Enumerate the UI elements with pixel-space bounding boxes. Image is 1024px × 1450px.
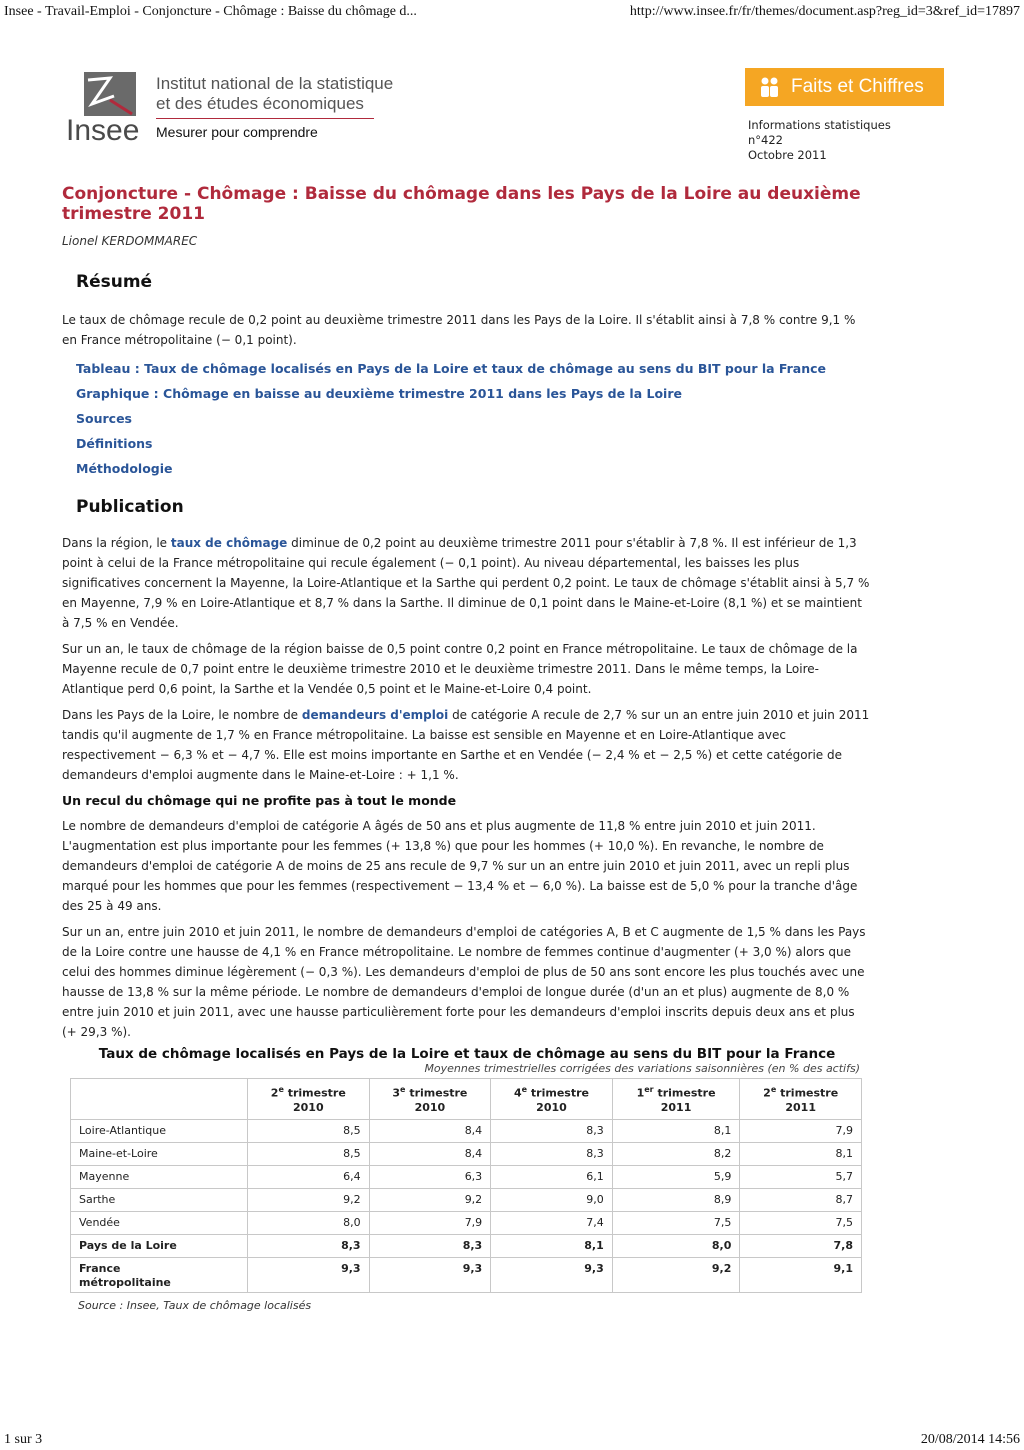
link-taux-de-chomage[interactable]: taux de chômage bbox=[170, 536, 288, 550]
page-count: 1 sur 3 bbox=[4, 1432, 43, 1447]
people-icon bbox=[757, 74, 783, 100]
table-cell: 9,3 bbox=[369, 1258, 491, 1293]
publication-info bbox=[748, 118, 988, 163]
insee-logo-mark-icon bbox=[70, 70, 142, 120]
table-cell: 9,0 bbox=[491, 1189, 613, 1212]
print-header-url: http://www.insee.fr/fr/themes/document.asp?reg_id=3&ref_id=17897 bbox=[629, 4, 1020, 19]
print-header-title: Insee - Travail-Emploi - Conjoncture - Chômage : Baisse du chômage d... bbox=[4, 4, 417, 19]
table-cell: 8,1 bbox=[740, 1143, 862, 1166]
table-cell: 9,3 bbox=[491, 1258, 613, 1293]
link-definitions[interactable]: Définitions bbox=[76, 436, 153, 451]
table-cell: 8,7 bbox=[740, 1189, 862, 1212]
paragraph-1 bbox=[62, 533, 872, 633]
table-header-blank bbox=[71, 1079, 248, 1120]
table-cell: 8,1 bbox=[612, 1120, 740, 1143]
table-cell: 8,3 bbox=[491, 1143, 613, 1166]
row-label: Vendée bbox=[71, 1212, 248, 1235]
info-series: Informations statistiques bbox=[748, 118, 891, 132]
table-cell: 8,5 bbox=[248, 1120, 370, 1143]
table-header-col-5: 2e trimestre 2011 bbox=[740, 1079, 862, 1120]
logo-divider bbox=[156, 118, 374, 119]
link-demandeurs-emploi[interactable]: demandeurs d'emploi bbox=[301, 708, 449, 722]
link-graphique[interactable]: Graphique : Chômage en baisse au deuxième trimestre 2011 dans les Pays de la Loire bbox=[76, 386, 682, 401]
paragraph-3-end: de catégorie A recule de 2,7 % sur un an entre juin 2010 et juin 2011 tandis qu'il augmente de 1,7 % en France métropolitaine. La baisse est sensible en Mayenne et en Loire-Atlantique avec respectivement − 6,3 % et − 4,7 %. Elle est moins importante en Sarthe et en Vendée (− 2,4 % et − 2,5 %) et cette catégorie de demandeurs d'emploi augmente dans le Maine-et-Loire : + 1,1 %. bbox=[62, 708, 870, 782]
table-cell: 9,1 bbox=[740, 1258, 862, 1293]
table-cell: 9,2 bbox=[248, 1189, 370, 1212]
link-tableau[interactable]: Tableau : Taux de chômage localisés en Pays de la Loire et taux de chômage au sens du BIT pour la France bbox=[76, 361, 827, 376]
table-cell: 9,2 bbox=[369, 1189, 491, 1212]
table-cell: 8,4 bbox=[369, 1120, 491, 1143]
paragraph-1-end: diminue de 0,2 point au deuxième trimestre 2011 pour s'établir à 7,8 %. Il est inférieur de 1,3 point à celui de la France métropolitaine qui recule également (− 0,1 point). Au niveau départemental, les baisses les plus significatives concernent la Mayenne, la Loire-Atlantique et la Sarthe qui perdent 0,2 point. Le taux de chômage s'établit ainsi à 5,7 % en Mayenne, 7,9 % en Loire-Atlantique et 8,7 % dans la Sarthe. Il diminue de 0,1 point dans le Maine-et-Loire (8,1 %) et se maintient à 7,5 % en Vendée. bbox=[62, 536, 870, 630]
badge-label: Faits et Chiffres bbox=[791, 76, 924, 97]
paragraph-4: Le nombre de demandeurs d'emploi de catégorie A âgés de 50 ans et plus augmente de 11,8 % entre juin 2010 et juin 2011. L'augmentation est plus importante pour les femmes (+ 13,8 %) que pour les hommes (+ 10,0 %). En revanche, le nombre de demandeurs d'emploi de catégorie A de moins de 25 ans recule de 9,7 % sur un an entre juin 2010 et juin 2011, avec un repli plus marqué pour les hommes que pour les femmes (respectivement − 13,4 % et − 6,0 %). La baisse est de 5,0 % pour la tranche d'âge des 25 à 49 ans. bbox=[62, 819, 858, 913]
institution-name bbox=[156, 74, 446, 114]
row-label: Pays de la Loire bbox=[71, 1235, 248, 1258]
table-row bbox=[71, 1189, 862, 1212]
table-row bbox=[71, 1143, 862, 1166]
row-label: Sarthe bbox=[71, 1189, 248, 1212]
table-cell: 8,4 bbox=[369, 1143, 491, 1166]
table-cell: 7,5 bbox=[740, 1212, 862, 1235]
table-header-col-2: 3e trimestre 2010 bbox=[369, 1079, 491, 1120]
print-header bbox=[0, 2, 1024, 22]
table-cell: 8,3 bbox=[248, 1235, 370, 1258]
table-source: Source : Insee, Taux de chômage localisés bbox=[78, 1299, 312, 1312]
table-cell: 8,3 bbox=[491, 1120, 613, 1143]
subheading: Un recul du chômage qui ne profite pas à tout le monde bbox=[62, 793, 457, 808]
paragraph-3-start: Dans les Pays de la Loire, le nombre de bbox=[62, 708, 302, 722]
table-cell: 7,9 bbox=[369, 1212, 491, 1235]
table-row-region bbox=[71, 1235, 862, 1258]
faits-et-chiffres-badge[interactable] bbox=[745, 68, 944, 106]
table-cell: 7,8 bbox=[740, 1235, 862, 1258]
table-row bbox=[71, 1120, 862, 1143]
print-footer bbox=[0, 1432, 1024, 1450]
row-label: Maine-et-Loire bbox=[71, 1143, 248, 1166]
table-title: Taux de chômage localisés en Pays de la Loire et taux de chômage au sens du BIT pour la France bbox=[98, 1046, 836, 1062]
section-links bbox=[62, 356, 872, 481]
logo-tagline: Mesurer pour comprendre bbox=[156, 124, 318, 140]
table-row bbox=[71, 1166, 862, 1189]
publication-heading: Publication bbox=[76, 497, 184, 517]
table-cell: 6,4 bbox=[248, 1166, 370, 1189]
info-number: n°422 bbox=[748, 133, 783, 147]
article bbox=[62, 184, 872, 1312]
table-cell: 6,3 bbox=[369, 1166, 491, 1189]
table-header-col-4: 1er trimestre 2011 bbox=[612, 1079, 740, 1120]
table-row bbox=[71, 1212, 862, 1235]
institution-line-1: Institut national de la statistique bbox=[156, 74, 394, 93]
table-header-col-1: 2e trimestre 2010 bbox=[248, 1079, 370, 1120]
table-header-row bbox=[71, 1079, 862, 1120]
table-cell: 7,5 bbox=[612, 1212, 740, 1235]
row-label: Mayenne bbox=[71, 1166, 248, 1189]
paragraph-1-start: Dans la région, le bbox=[62, 536, 171, 550]
paragraph-5: Sur un an, entre juin 2010 et juin 2011, le nombre de demandeurs d'emploi de catégories A, B et C augmente de 1,5 % dans les Pays de la Loire contre une hausse de 4,1 % en France métropolitaine. Le nombre de femmes continue d'augmenter (+ 3,0 %) alors que celui des hommes diminue légèrement (− 0,3 %). Les demandeurs d'emploi de plus de 50 ans sont encore les plus touchés avec une hausse de 13,8 % sur la même période. Le nombre de demandeurs d'emploi de longue durée (d'un an et plus) augmente de 8,0 % entre juin 2010 et juin 2011, avec une hausse particulièrement forte pour les demandeurs d'emploi inscrits depuis deux ans et plus (+ 29,3 %). bbox=[62, 925, 866, 1039]
table-cell: 6,1 bbox=[491, 1166, 613, 1189]
table-row-france bbox=[71, 1258, 862, 1293]
table-header-col-3: 4e trimestre 2010 bbox=[491, 1079, 613, 1120]
paragraph-3 bbox=[62, 705, 872, 785]
link-methodologie[interactable]: Méthodologie bbox=[76, 461, 173, 476]
link-sources[interactable]: Sources bbox=[76, 411, 132, 426]
info-date: Octobre 2011 bbox=[748, 148, 827, 162]
insee-logo[interactable] bbox=[62, 66, 442, 156]
article-title: Conjoncture - Chômage : Baisse du chômage dans les Pays de la Loire au deuxième trimestre 2011 bbox=[62, 184, 861, 224]
table-cell: 8,0 bbox=[248, 1212, 370, 1235]
table-cell: 5,7 bbox=[740, 1166, 862, 1189]
print-timestamp: 20/08/2014 14:56 bbox=[920, 1432, 1020, 1447]
table-cell: 5,9 bbox=[612, 1166, 740, 1189]
table-cell: 8,3 bbox=[369, 1235, 491, 1258]
paragraph-2: Sur un an, le taux de chômage de la région baisse de 0,5 point contre 0,2 point en France métropolitaine. Le taux de chômage de la Mayenne recule de 0,7 point entre le deuxième trimestre 2010 et le deuxième trimestre 2011. Dans le même temps, la Loire-Atlantique perd 0,6 point, la Sarthe et la Vendée 0,5 point et le Maine-et-Loire 0,4 point. bbox=[62, 642, 858, 696]
table-subtitle: Moyennes trimestrielles corrigées des variations saisonnières (en % des actifs) bbox=[424, 1062, 860, 1075]
insee-wordmark: Insee bbox=[66, 114, 140, 147]
row-label: France métropolitaine bbox=[71, 1258, 248, 1293]
article-author: Lionel KERDOMMAREC bbox=[62, 234, 198, 248]
resume-heading: Résumé bbox=[76, 272, 153, 292]
table-cell: 8,0 bbox=[612, 1235, 740, 1258]
institution-line-2: et des études économiques bbox=[156, 94, 364, 113]
table-cell: 8,2 bbox=[612, 1143, 740, 1166]
table-cell: 7,4 bbox=[491, 1212, 613, 1235]
unemployment-table bbox=[70, 1078, 862, 1293]
table-cell: 9,3 bbox=[248, 1258, 370, 1293]
table-cell: 8,5 bbox=[248, 1143, 370, 1166]
table-cell: 9,2 bbox=[612, 1258, 740, 1293]
table-cell: 7,9 bbox=[740, 1120, 862, 1143]
table-cell: 8,1 bbox=[491, 1235, 613, 1258]
row-label: Loire-Atlantique bbox=[71, 1120, 248, 1143]
resume-text: Le taux de chômage recule de 0,2 point au deuxième trimestre 2011 dans les Pays de la Loire. Il s'établit ainsi à 7,8 % contre 9,1 % en France métropolitaine (− 0,1 point). bbox=[62, 313, 856, 347]
table-cell: 8,9 bbox=[612, 1189, 740, 1212]
